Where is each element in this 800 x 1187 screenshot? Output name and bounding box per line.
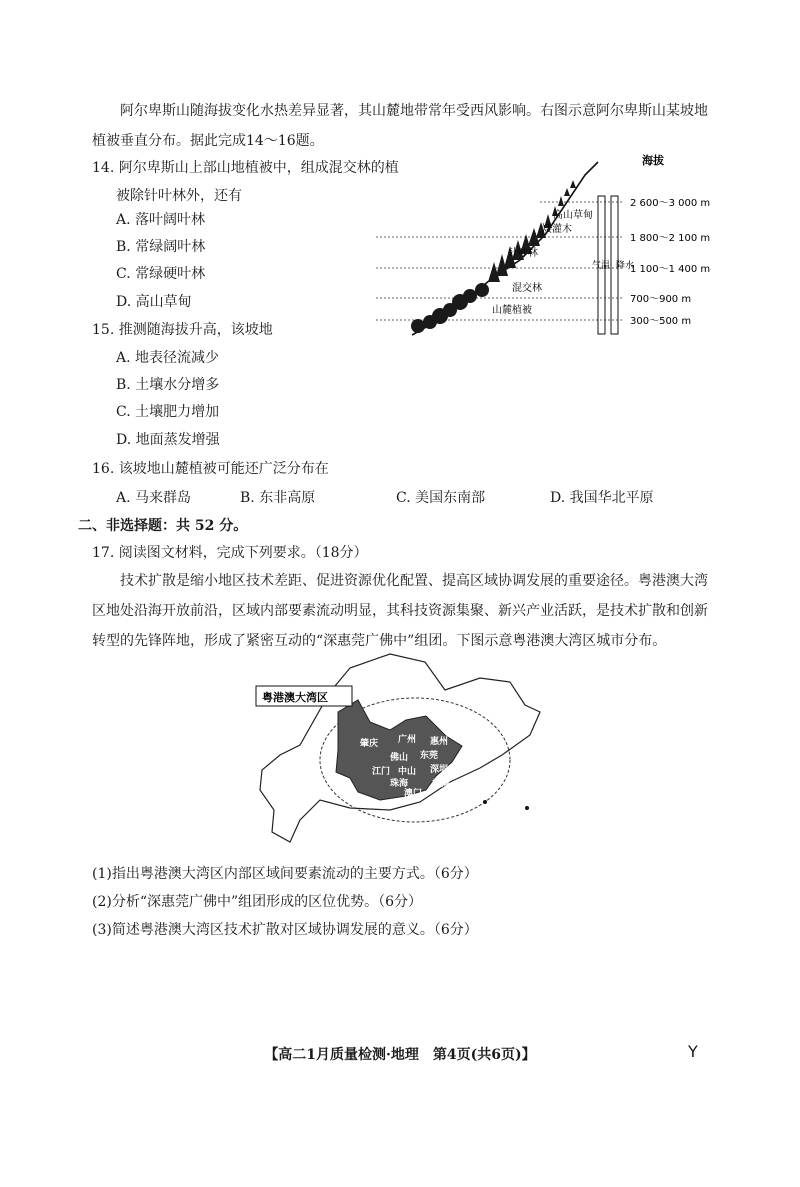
q15-option-c[interactable]: C. 土壤肥力增加 <box>116 404 220 420</box>
altitude-axis-label: 海拔 <box>642 154 664 167</box>
q14-stem-line2: 被除针叶林外，还有 <box>116 188 242 204</box>
elev-label-1: 2 600～3 000 m <box>630 198 710 209</box>
city-macau: 澳门 <box>404 789 423 799</box>
q16-stem: 16. 该坡地山麓植被可能还广泛分布在 <box>92 461 329 477</box>
q17-sub-3: (3)简述粤港澳大湾区技术扩散对区域协调发展的意义。（6分） <box>92 922 478 938</box>
q17-sub-1: (1)指出粤港澳大湾区内部区域间要素流动的主要方式。（6分） <box>92 866 478 882</box>
city-shenzhen: 深圳 <box>430 765 449 775</box>
city-foshan: 佛山 <box>390 753 409 763</box>
q17-material: 技术扩散是缩小地区技术差距、促进资源优化配置、提高区域协调发展的重要途径。粤港澳大湾区地处沿海开放前沿，区域内部要素流动明显，其科技资源集聚、新兴产业活跃，是技术扩散和创新转型的先锋阵地，形成了紧密互动的“深惠莞广佛中”组团。下图示意粤港澳大湾区城市分布。 <box>92 573 708 649</box>
q15-stem: 15. 推测随海拔升高，该坡地 <box>92 322 273 338</box>
zone-mixed: 混交林 <box>512 283 542 294</box>
island-dot <box>525 806 529 810</box>
city-zhaoqing: 肇庆 <box>360 739 379 749</box>
map-title: 粤港澳大湾区 <box>262 691 328 704</box>
city-zhuhai: 珠海 <box>390 779 409 789</box>
vegetation-diagram <box>370 150 710 350</box>
q16-option-a[interactable]: A. 马来群岛 <box>116 490 192 506</box>
q14-option-c[interactable]: C. 常绿硬叶林 <box>116 266 206 282</box>
q16-option-c[interactable]: C. 美国东南部 <box>396 490 486 506</box>
elev-label-2: 1 800～2 100 m <box>630 233 710 244</box>
q14-option-d[interactable]: D. 高山草甸 <box>116 294 192 310</box>
section-heading: 二、非选择题：共 52 分。 <box>78 518 248 534</box>
island-dot <box>483 800 487 804</box>
zone-conifer: 针叶林 <box>508 248 538 259</box>
city-huizhou: 惠州 <box>430 737 449 747</box>
elev-label-4: 700～900 m <box>630 294 692 305</box>
city-zhongshan: 中山 <box>398 767 417 777</box>
temperature-label: 气温 <box>592 261 611 271</box>
q17-stem: 17. 阅读图文材料，完成下列要求。（18分） <box>92 545 368 561</box>
version-letter: Y <box>688 1042 698 1061</box>
q16-option-b[interactable]: B. 东非高原 <box>240 490 316 506</box>
q17-sub-2: (2)分析“深惠莞广佛中”组团形成的区位优势。（6分） <box>92 894 423 910</box>
elev-label-3: 1 100～1 400 m <box>630 264 710 275</box>
intro-paragraph: 阿尔卑斯山随海拔变化水热差异显著，其山麓地带常年受西风影响。右图示意阿尔卑斯山某坡地植被垂直分布。据此完成14～16题。 <box>92 103 708 149</box>
q15-option-b[interactable]: B. 土壤水分增多 <box>116 377 220 393</box>
q15-option-a[interactable]: A. 地表径流减少 <box>116 350 220 366</box>
zone-foothill: 山麓植被 <box>492 305 532 316</box>
precipitation-label: 降水 <box>616 261 635 271</box>
city-dongguan: 东莞 <box>420 751 439 761</box>
elev-label-5: 300～500 m <box>630 316 692 327</box>
bay-area-map <box>240 650 560 850</box>
q15-option-d[interactable]: D. 地面蒸发增强 <box>116 432 220 448</box>
q16-option-d[interactable]: D. 我国华北平原 <box>550 490 654 506</box>
zone-extra-label: 矮灌木 <box>542 224 572 235</box>
city-guangzhou: 广州 <box>398 735 417 745</box>
q14-option-b[interactable]: B. 常绿阔叶林 <box>116 239 206 255</box>
page-footer: 【高二1月质量检测·地理 第4页(共6页)】 <box>264 1047 536 1063</box>
q14-option-a[interactable]: A. 落叶阔叶林 <box>116 212 206 228</box>
city-jiangmen: 江门 <box>372 767 391 777</box>
zone-alpine-meadow: 高山草甸 <box>553 210 593 221</box>
q14-stem-line1: 14. 阿尔卑斯山上部山地植被中，组成混交林的植 <box>92 160 399 176</box>
city-hongkong: 香港 <box>432 779 451 789</box>
